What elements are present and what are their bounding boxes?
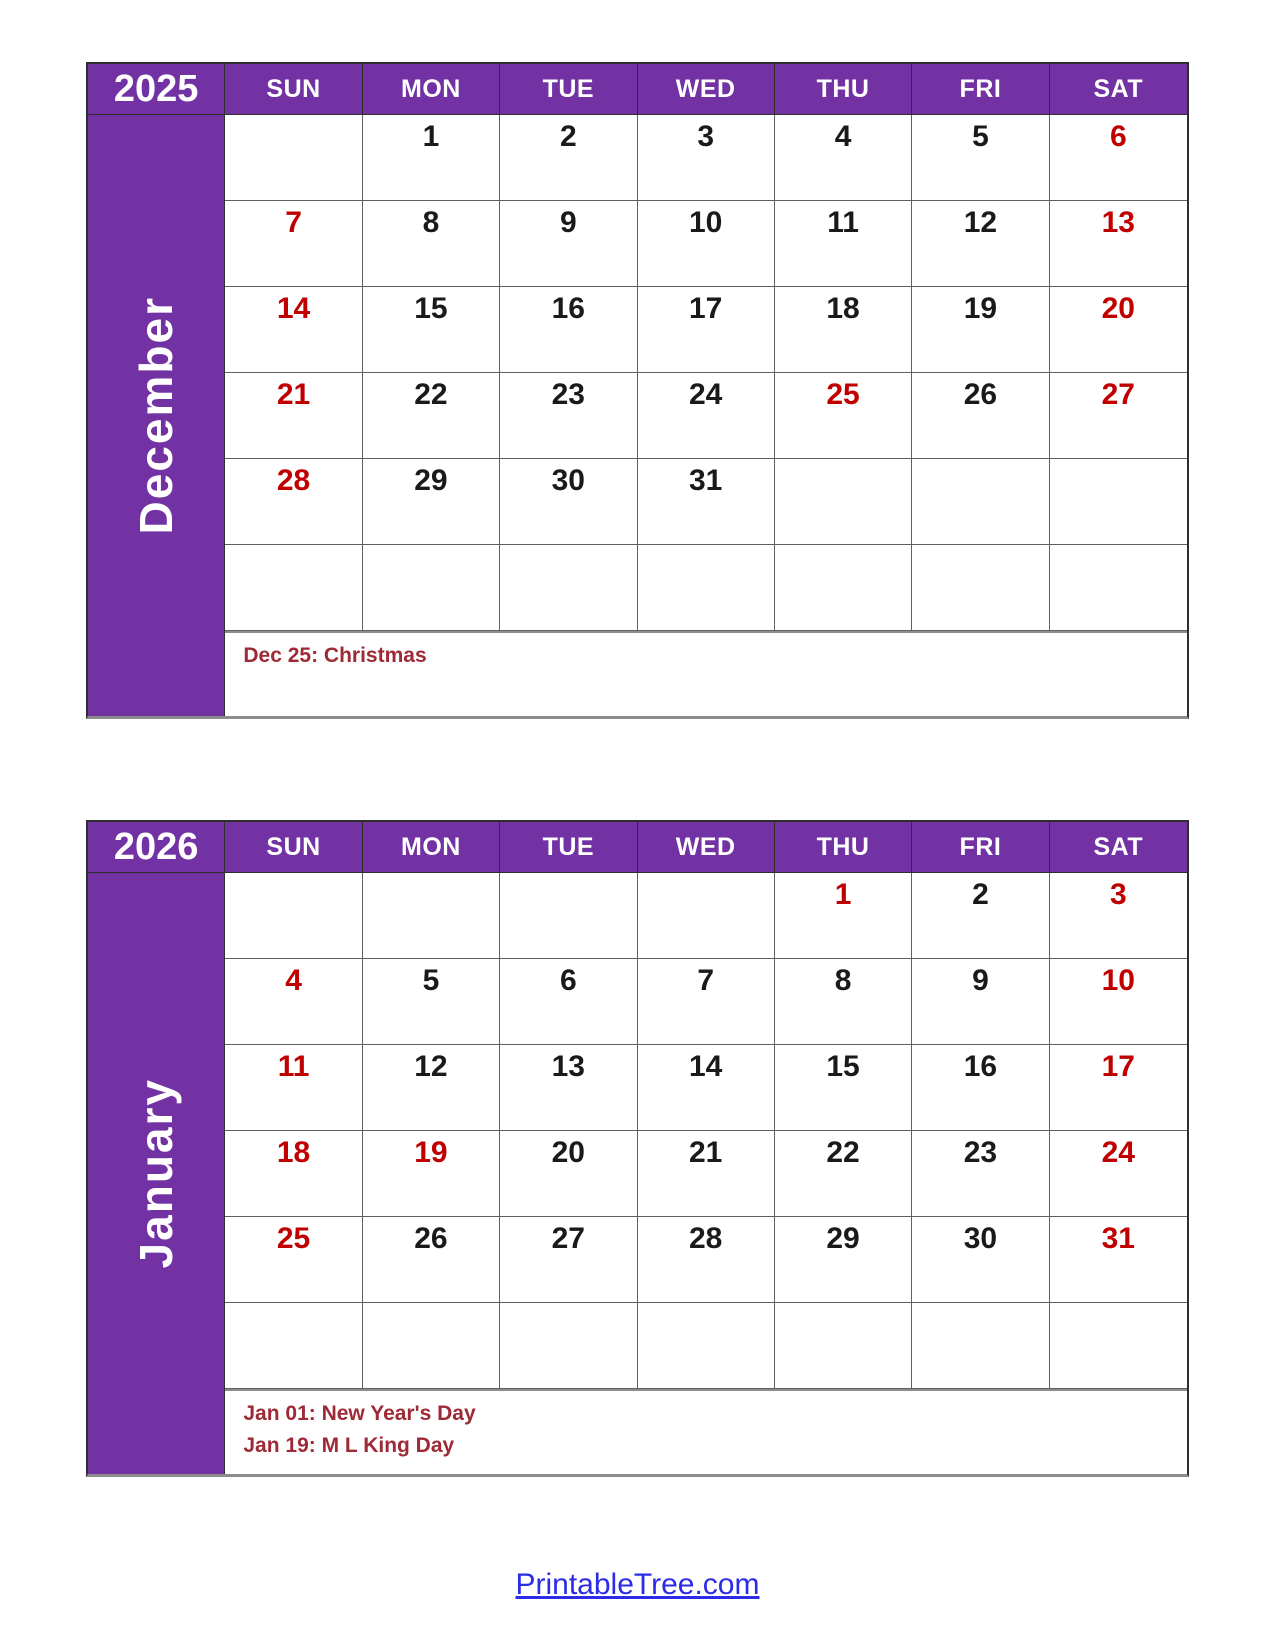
- date-cell: 11: [775, 201, 912, 287]
- weekday-header-fri: FRI: [912, 64, 1049, 115]
- date-cell: 20: [500, 1131, 637, 1217]
- date-cell: 5: [363, 959, 500, 1045]
- date-cell: 8: [775, 959, 912, 1045]
- holiday-notes: [225, 631, 1187, 716]
- calendar-january-2026: [86, 820, 1189, 1477]
- calendar-december-2025: [86, 62, 1189, 719]
- date-cell: 8: [363, 201, 500, 287]
- date-cell: [225, 873, 362, 959]
- year-label: 2025: [88, 64, 225, 115]
- date-cell: [225, 545, 362, 631]
- date-cell: 26: [912, 373, 1049, 459]
- date-cell: 21: [638, 1131, 775, 1217]
- date-cell: 9: [912, 959, 1049, 1045]
- date-cell: 2: [912, 873, 1049, 959]
- holiday-note: Jan 01: New Year's Day: [243, 1402, 476, 1425]
- holiday-note: Dec 25: Christmas: [243, 644, 427, 667]
- footer: [0, 1568, 1275, 1602]
- date-cell: 25: [225, 1217, 362, 1303]
- date-cell: 29: [775, 1217, 912, 1303]
- date-cell: 22: [775, 1131, 912, 1217]
- date-cell: 7: [225, 201, 362, 287]
- date-cell: 5: [912, 115, 1049, 201]
- date-cell: [775, 1303, 912, 1389]
- date-cell: 3: [1050, 873, 1187, 959]
- date-cell: [225, 115, 362, 201]
- weekday-header-mon: MON: [363, 64, 500, 115]
- date-cell: 16: [500, 287, 637, 373]
- weekday-header-fri: FRI: [912, 822, 1049, 873]
- weekday-header-tue: TUE: [500, 822, 637, 873]
- date-cell: [912, 1303, 1049, 1389]
- date-cell: [225, 1303, 362, 1389]
- date-cell: 29: [363, 459, 500, 545]
- date-cell: 23: [912, 1131, 1049, 1217]
- date-cell: 12: [363, 1045, 500, 1131]
- date-cell: 18: [225, 1131, 362, 1217]
- date-cell: [363, 1303, 500, 1389]
- date-cell: 23: [500, 373, 637, 459]
- date-cell: 26: [363, 1217, 500, 1303]
- weekday-header-thu: THU: [775, 822, 912, 873]
- date-cell: [775, 459, 912, 545]
- month-sidebar: [88, 115, 225, 716]
- weekday-header-sun: SUN: [225, 822, 362, 873]
- weekday-header-wed: WED: [638, 64, 775, 115]
- weekday-header-sat: SAT: [1050, 822, 1187, 873]
- date-cell: 15: [775, 1045, 912, 1131]
- date-cell: 4: [775, 115, 912, 201]
- holiday-notes: [225, 1389, 1187, 1474]
- date-cell: 31: [1050, 1217, 1187, 1303]
- weekday-header-sat: SAT: [1050, 64, 1187, 115]
- calendar-grid: [86, 62, 1189, 719]
- date-cell: 19: [363, 1131, 500, 1217]
- date-cell: 17: [638, 287, 775, 373]
- date-cell: [363, 545, 500, 631]
- date-cell: 27: [500, 1217, 637, 1303]
- date-cell: [1050, 459, 1187, 545]
- date-cell: 25: [775, 373, 912, 459]
- date-cell: [638, 545, 775, 631]
- date-cell: [500, 1303, 637, 1389]
- date-cell: [912, 459, 1049, 545]
- weekday-header-mon: MON: [363, 822, 500, 873]
- date-cell: 4: [225, 959, 362, 1045]
- date-cell: [775, 545, 912, 631]
- year-label: 2026: [88, 822, 225, 873]
- footer-link[interactable]: PrintableTree.com: [515, 1568, 760, 1601]
- date-cell: [500, 873, 637, 959]
- date-cell: [638, 1303, 775, 1389]
- date-cell: 1: [775, 873, 912, 959]
- date-cell: 27: [1050, 373, 1187, 459]
- date-cell: [912, 545, 1049, 631]
- date-cell: 16: [912, 1045, 1049, 1131]
- date-cell: 24: [1050, 1131, 1187, 1217]
- date-cell: 6: [500, 959, 637, 1045]
- date-cell: 28: [638, 1217, 775, 1303]
- date-cell: [638, 873, 775, 959]
- date-cell: 6: [1050, 115, 1187, 201]
- date-cell: [500, 545, 637, 631]
- date-cell: 14: [638, 1045, 775, 1131]
- date-cell: 12: [912, 201, 1049, 287]
- calendar-grid: [86, 820, 1189, 1477]
- date-cell: [1050, 1303, 1187, 1389]
- weekday-header-thu: THU: [775, 64, 912, 115]
- weekday-header-tue: TUE: [500, 64, 637, 115]
- date-cell: 17: [1050, 1045, 1187, 1131]
- month-label: December: [130, 296, 183, 535]
- holiday-note: Jan 19: M L King Day: [243, 1434, 455, 1457]
- date-cell: 31: [638, 459, 775, 545]
- date-cell: 30: [500, 459, 637, 545]
- date-cell: 22: [363, 373, 500, 459]
- date-cell: 20: [1050, 287, 1187, 373]
- date-cell: 15: [363, 287, 500, 373]
- date-cell: 30: [912, 1217, 1049, 1303]
- date-cell: 13: [500, 1045, 637, 1131]
- date-cell: 18: [775, 287, 912, 373]
- date-cell: 24: [638, 373, 775, 459]
- date-cell: 21: [225, 373, 362, 459]
- date-cell: 28: [225, 459, 362, 545]
- weekday-header-sun: SUN: [225, 64, 362, 115]
- date-cell: 19: [912, 287, 1049, 373]
- date-cell: 14: [225, 287, 362, 373]
- date-cell: 2: [500, 115, 637, 201]
- date-cell: [363, 873, 500, 959]
- date-cell: 11: [225, 1045, 362, 1131]
- month-label: January: [130, 1078, 183, 1269]
- weekday-header-wed: WED: [638, 822, 775, 873]
- date-cell: 3: [638, 115, 775, 201]
- date-cell: [1050, 545, 1187, 631]
- date-cell: 13: [1050, 201, 1187, 287]
- date-cell: 1: [363, 115, 500, 201]
- date-cell: 10: [1050, 959, 1187, 1045]
- date-cell: 7: [638, 959, 775, 1045]
- month-sidebar: [88, 873, 225, 1474]
- date-cell: 9: [500, 201, 637, 287]
- date-cell: 10: [638, 201, 775, 287]
